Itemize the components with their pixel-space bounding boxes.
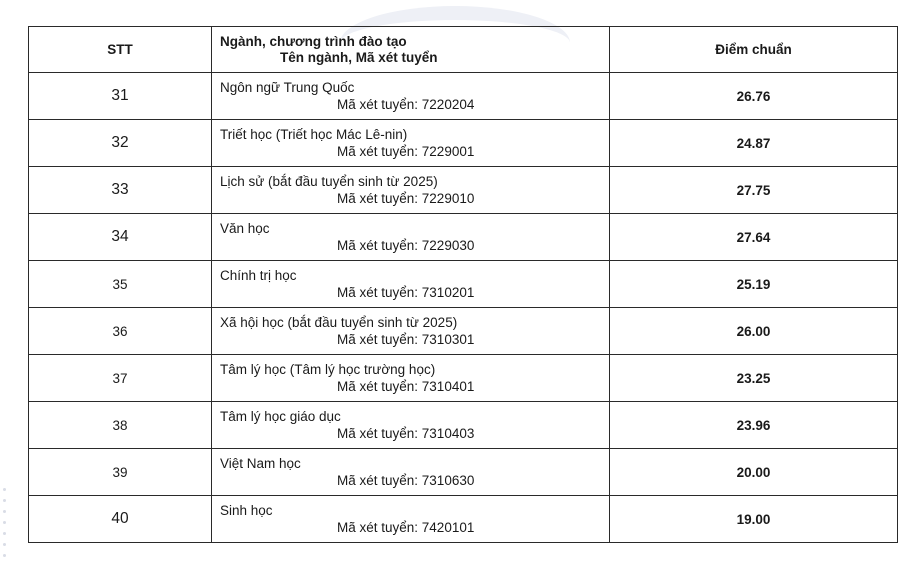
row-score: 20.00 [610,449,898,496]
table-row [29,73,898,120]
row-program-cell [212,449,610,496]
program-code: Mã xét tuyển: 7229001 [337,144,475,159]
program-code: Mã xét tuyển: 7220204 [337,97,475,112]
row-program-cell [212,402,610,449]
row-program-cell [212,261,610,308]
header-score: Điểm chuẩn [610,27,898,73]
table-row [29,449,898,496]
dots-decoration [3,488,7,565]
row-score: 27.64 [610,214,898,261]
program-code: Mã xét tuyển: 7229030 [337,238,475,253]
row-stt: 37 [29,355,212,402]
program-code: Mã xét tuyển: 7310201 [337,285,475,300]
program-code: Mã xét tuyển: 7310401 [337,379,475,394]
program-code: Mã xét tuyển: 7310630 [337,473,475,488]
row-program-cell [212,73,610,120]
table-row [29,261,898,308]
row-program-cell [212,214,610,261]
row-score: 25.19 [610,261,898,308]
program-name: Sinh học [220,503,273,518]
admission-score-table [28,26,898,543]
header-program-line1: Ngành, chương trình đào tạo [220,33,407,49]
row-program-cell [212,355,610,402]
row-score: 26.00 [610,308,898,355]
table-row [29,355,898,402]
row-program-cell [212,167,610,214]
row-program-cell [212,308,610,355]
program-code: Mã xét tuyển: 7310301 [337,332,475,347]
row-stt: 35 [29,261,212,308]
row-score: 24.87 [610,120,898,167]
row-stt: 36 [29,308,212,355]
table-header-row [29,27,898,73]
row-stt: 34 [29,214,212,261]
row-stt: 39 [29,449,212,496]
program-name: Ngôn ngữ Trung Quốc [220,80,355,95]
row-program-cell [212,120,610,167]
program-code: Mã xét tuyển: 7229010 [337,191,475,206]
table-row [29,308,898,355]
table-row [29,496,898,543]
program-name: Tâm lý học giáo dục [220,409,341,424]
header-stt: STT [29,27,212,73]
row-score: 19.00 [610,496,898,543]
row-stt: 38 [29,402,212,449]
row-program-cell [212,496,610,543]
row-stt: 32 [29,120,212,167]
header-program [212,27,610,73]
program-code: Mã xét tuyển: 7310403 [337,426,475,441]
table-row [29,120,898,167]
row-score: 26.76 [610,73,898,120]
table-row [29,167,898,214]
row-score: 23.25 [610,355,898,402]
program-name: Triết học (Triết học Mác Lê-nin) [220,127,408,142]
row-score: 27.75 [610,167,898,214]
row-stt: 31 [29,73,212,120]
program-name: Tâm lý học (Tâm lý học trường học) [220,362,436,377]
program-name: Việt Nam học [220,456,301,471]
program-name: Chính trị học [220,268,297,283]
table-row [29,402,898,449]
row-score: 23.96 [610,402,898,449]
row-stt: 40 [29,496,212,543]
program-code: Mã xét tuyển: 7420101 [337,520,475,535]
row-stt: 33 [29,167,212,214]
program-name: Lịch sử (bắt đầu tuyển sinh từ 2025) [220,174,438,189]
program-name: Văn học [220,221,270,236]
table-row [29,214,898,261]
header-program-line2: Tên ngành, Mã xét tuyển [280,49,438,65]
program-name: Xã hội học (bắt đầu tuyển sinh từ 2025) [220,315,458,330]
